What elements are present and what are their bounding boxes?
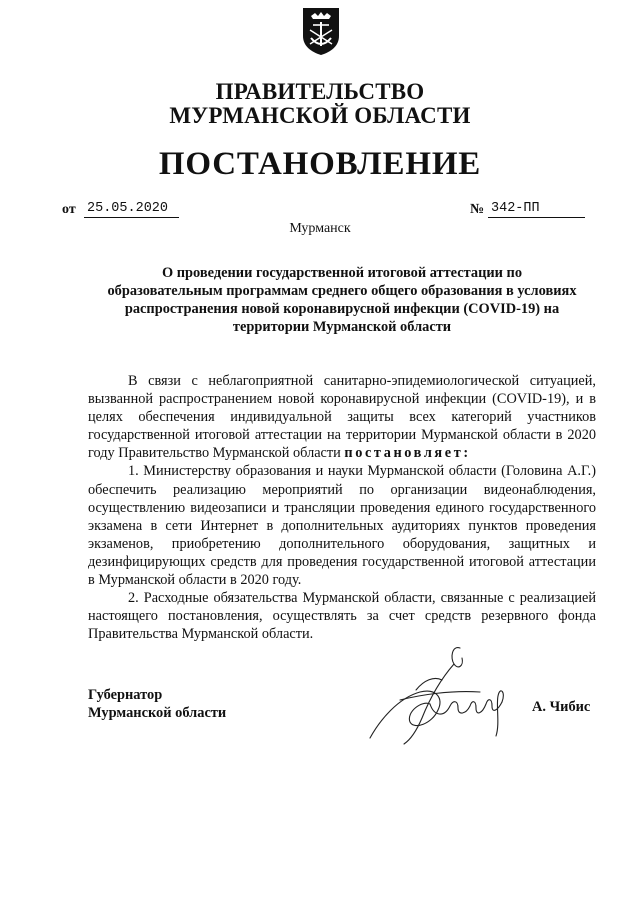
- position-line1: Губернатор: [88, 687, 163, 703]
- subject-line: территории Мурманской области: [232, 319, 452, 335]
- number-label: №: [470, 202, 485, 217]
- subject-line: образовательным программам среднего общего образования в условиях: [107, 283, 577, 299]
- position-line2: Мурманской области: [88, 705, 227, 721]
- subject-line: распространения новой коронавирусной инфекции (COVID-19) на: [124, 301, 560, 317]
- item-1-paragraph: 1. Министерству образования и науки Мурманской области (Головина А.Г.) обеспечить реализацию мероприятий по организации видеонаблюдения, осуществлению видеозаписи и трансляции проведения единого государственного экзамена в сети Интернет в дополнительных аудиториях пунктов проведения экзаменов, приобретению дополнительного оборудования, защитных и дезинфицирующих средств для проведения государственной итоговой аттестации в Мурманской области в 2020 году.: [88, 463, 596, 589]
- resolves-word: постановляет:: [344, 445, 471, 462]
- government-name: [0, 80, 640, 128]
- intro-text: В связи с неблагоприятной санитарно-эпидемиологической ситуацией, вызванной распространением новой коронавирусной инфекции (COVID-19), и в целях обеспечения индивидуальной защиты всех категорий участников государственной итоговой аттестации на территории Мурманской области в 2020 году Правительство Мурманской области: [88, 373, 596, 462]
- document-number: 342-ПП: [488, 201, 585, 218]
- item-2-paragraph: 2. Расходные обязательства Мурманской области, связанные с реализацией настоящего постановления, осуществлять за счет средств резервного фонда Правительства Мурманской области.: [88, 590, 596, 643]
- intro-paragraph: [88, 372, 596, 462]
- city: Мурманск: [289, 221, 351, 236]
- date-number-row: [62, 201, 582, 221]
- signer-position: [88, 686, 226, 722]
- handwritten-signature: [360, 640, 520, 750]
- document-type: ПОСТАНОВЛЕНИЕ: [158, 146, 482, 182]
- document-date: 25.05.2020: [84, 201, 179, 218]
- document-subject: [80, 264, 604, 336]
- government-line2: МУРМАНСКОЙ ОБЛАСТИ: [169, 103, 471, 128]
- document-body: [88, 372, 596, 643]
- government-line1: ПРАВИТЕЛЬСТВО: [215, 79, 425, 104]
- signer-name: А. Чибис: [532, 699, 591, 715]
- subject-line: О проведении государственной итоговой аттестации по: [161, 265, 523, 281]
- coat-of-arms-icon: [301, 6, 341, 56]
- date-label: от: [62, 202, 76, 217]
